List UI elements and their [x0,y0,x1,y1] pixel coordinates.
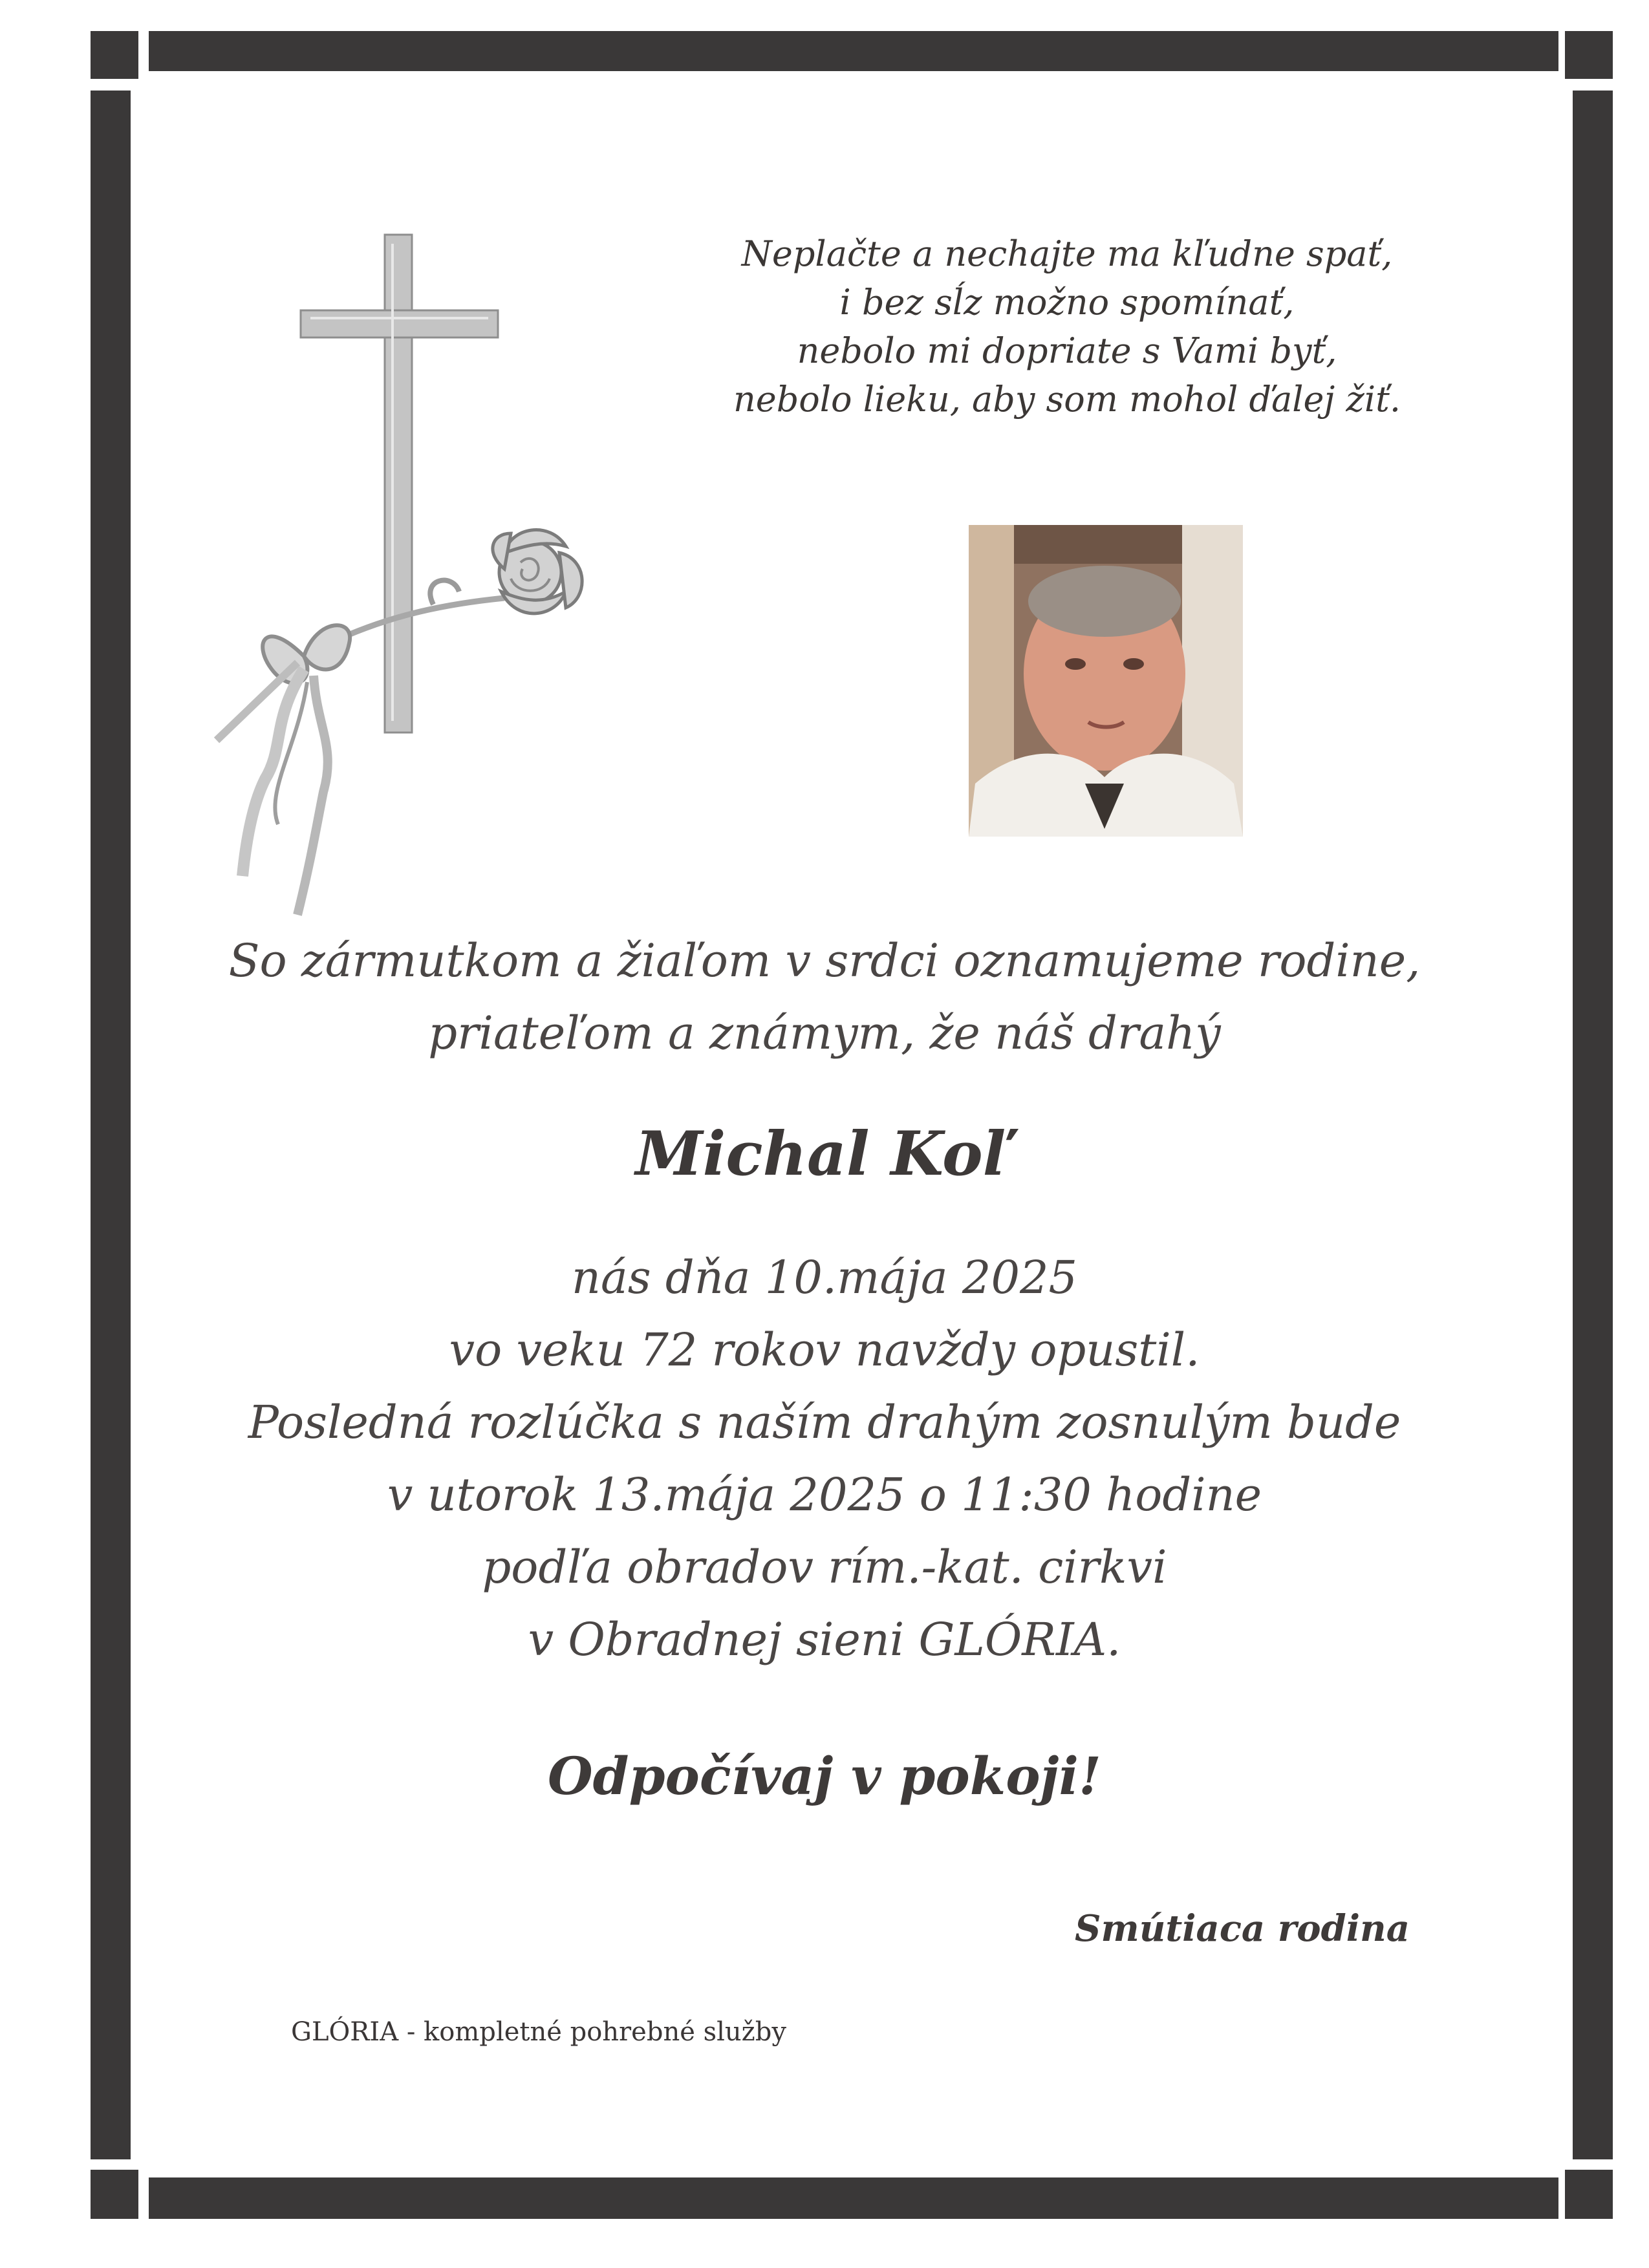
portrait-image [969,525,1243,837]
funeral-company: GLÓRIA - kompletné pohrebné služby [291,2017,786,2047]
detail-line: vo veku 72 rokov navždy opustil. [449,1323,1200,1376]
detail-line: nás dňa 10.mája 2025 [571,1251,1078,1304]
poem-line: i bez sĺz možno spomínať, [839,282,1295,323]
announcement-intro [0,925,1649,1069]
portrait-photo [969,525,1243,837]
poem [698,230,1436,423]
frame-top-border [149,31,1558,71]
cross-with-rose-icon [207,230,608,941]
poem-line: nebolo lieku, aby som mohol ďalej žiť. [733,379,1401,420]
detail-line: Posledná rozlúčka s naším drahým zosnulým bude [248,1396,1401,1449]
detail-line: v Obradnej sieni GLÓRIA. [528,1613,1121,1666]
detail-line: v utorok 13.mája 2025 o 11:30 hodine [387,1468,1262,1521]
announcement-details [0,1241,1649,1676]
intro-line: So zármutkom a žiaľom v srdci oznamujeme rodine, [228,934,1421,987]
poem-line: Neplačte a nechajte ma kľudne spať, [741,233,1393,274]
farewell-text: Odpočívaj v pokoji! [547,1746,1101,1806]
detail-line: podľa obradov rím.-kat. cirkvi [482,1541,1167,1594]
intro-line: priateľom a známym, že náš drahý [428,1007,1221,1060]
frame-corner-bottom-left [91,2170,138,2219]
frame-corner-top-right [1565,31,1613,79]
frame-corner-bottom-right [1565,2170,1613,2219]
frame-bottom-border [149,2177,1558,2219]
signature: Smútiaca rodina [1075,1907,1410,1950]
deceased-name: Michal Koľ [635,1118,1014,1190]
frame-corner-top-left [91,31,138,79]
poem-line: nebolo mi dopriate s Vami byť, [797,330,1337,371]
